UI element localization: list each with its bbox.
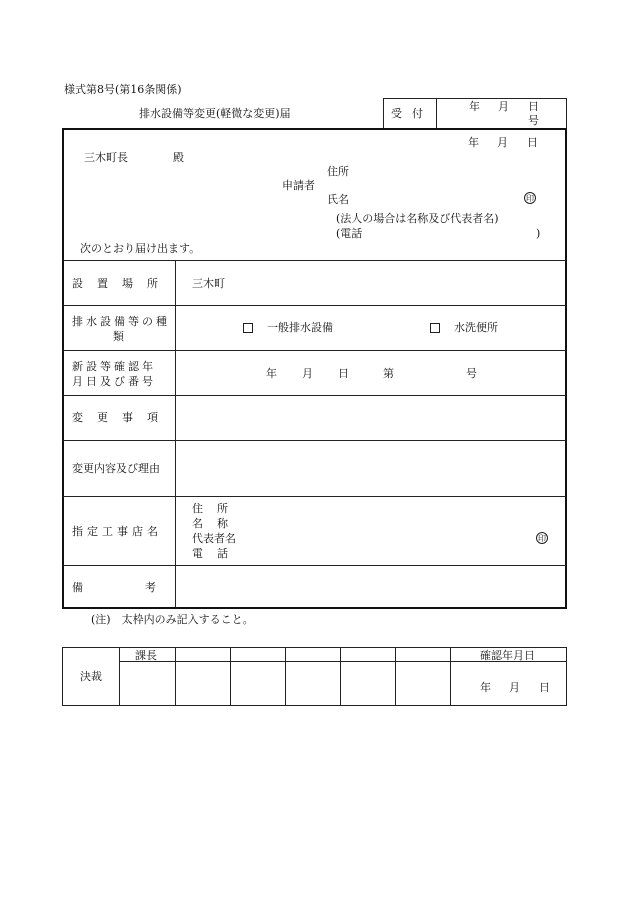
location-value: 三木町 [192, 277, 225, 290]
confirm-label-line2: 月日及び番号 [72, 375, 156, 388]
confirm-date-label: 確認年月日 [480, 649, 535, 662]
confirm-go: 号 [466, 367, 477, 380]
change-reason-label: 変更内容及び理由 [72, 462, 160, 475]
applicant-name-label: 氏名 [327, 193, 349, 206]
contractor-phone-label: 電話 [192, 547, 242, 560]
contractor-address-label: 住所 [192, 502, 242, 515]
addressee: 三木町長 [84, 151, 128, 164]
type-label-line1: 排水設備等の種 [72, 315, 170, 328]
date-month: 月 [497, 136, 508, 149]
phone-label: (電話 [336, 227, 363, 240]
receipt-number: 号 [528, 114, 539, 127]
location-label: 設置場所 [72, 277, 172, 290]
option-general[interactable] [243, 322, 333, 333]
option-general-label: 一般排水設備 [267, 321, 333, 334]
approval-month: 月 [509, 681, 520, 694]
contractor-name-label: 名称 [192, 517, 242, 530]
form-label: 様式第8号(第16条関係) [64, 83, 182, 96]
remarks-label: 備考 [72, 581, 218, 594]
contractor-seal-icon: 印 [538, 534, 546, 543]
receipt-month: 月 [498, 100, 509, 113]
approval-day: 日 [539, 681, 550, 694]
note-text: (注) 太枠内のみ記入すること。 [91, 613, 254, 626]
section-chief-label: 課長 [135, 649, 157, 662]
receipt-day: 日 [528, 100, 539, 113]
date-year: 年 [468, 136, 479, 149]
confirm-label-line1: 新設等確認年 [72, 360, 156, 373]
honorific: 殿 [173, 151, 184, 164]
confirm-day: 日 [338, 367, 349, 380]
confirm-year: 年 [266, 367, 277, 380]
confirm-month: 月 [302, 367, 313, 380]
general-checkbox[interactable] [243, 323, 253, 333]
approval-year: 年 [480, 681, 491, 694]
confirm-dai: 第 [383, 367, 394, 380]
change-items-label: 変更事項 [72, 411, 172, 424]
type-label-line2: 類 [113, 330, 124, 343]
date-day: 日 [527, 136, 538, 149]
toilet-checkbox[interactable] [430, 323, 440, 333]
contractor-rep-label: 代表者名 [192, 532, 236, 545]
phone-close: ) [536, 227, 541, 240]
receipt-year: 年 [469, 100, 480, 113]
contractor-label: 指定工事店名 [72, 525, 162, 538]
corp-note: (法人の場合は名称及び代表者名) [336, 212, 499, 225]
option-toilet[interactable] [430, 322, 498, 333]
applicant-address-label: 住所 [327, 165, 349, 178]
option-toilet-label: 水洗便所 [454, 321, 498, 334]
receipt-label: 受付 [391, 107, 433, 120]
form-title: 排水設備等変更(軽微な変更)届 [139, 107, 291, 120]
applicant-label: 申請者 [282, 179, 315, 192]
applicant-seal-icon: 印 [526, 194, 534, 203]
decision-label: 決裁 [80, 670, 102, 683]
intro-text: 次のとおり届け出ます。 [80, 242, 201, 255]
